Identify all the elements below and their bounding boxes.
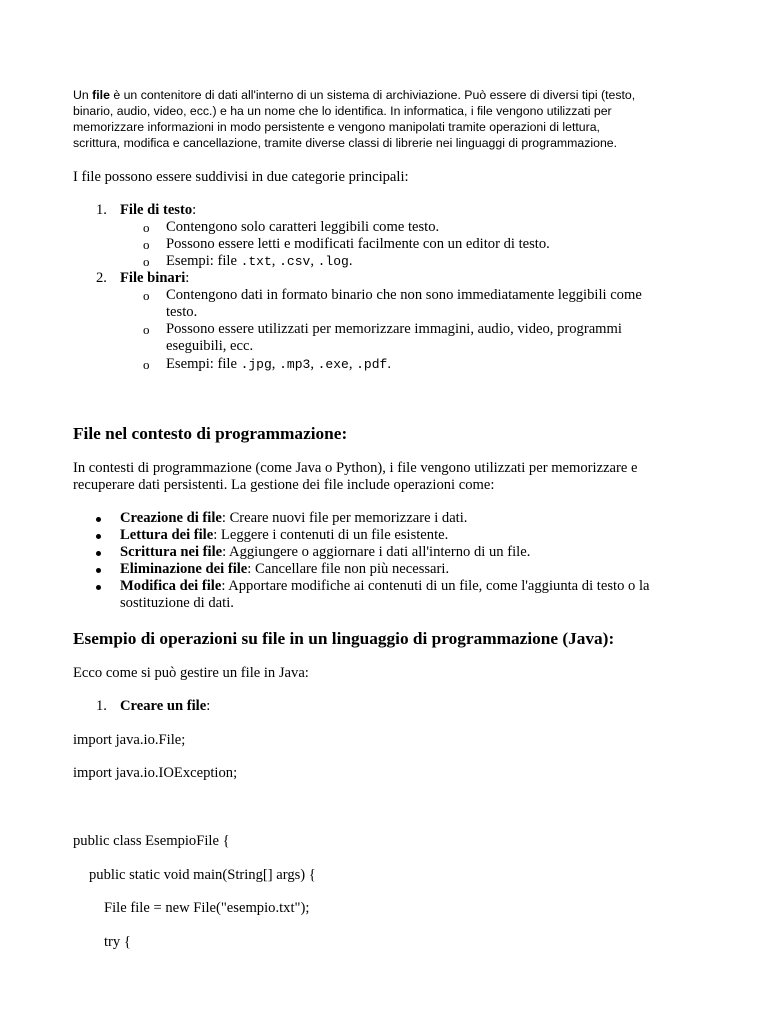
code-line: public static void main(String[] args) { xyxy=(89,867,316,883)
prog-para-line-1: In contesti di programmazione (come Java o Python), i file vengono utilizzati per memorizzare e xyxy=(73,460,638,476)
category-title-text-files: File di testo: xyxy=(120,202,197,218)
intro-line-3: memorizzare informazioni in modo persistente e vengono manipolati tramite operazioni di lettura, xyxy=(73,120,600,134)
list-item: Possono essere utilizzati per memorizzare immagini, audio, video, programmi xyxy=(166,321,622,337)
list-marker: 1. xyxy=(96,202,107,218)
code-line: try { xyxy=(104,934,131,950)
extension-code: .jpg xyxy=(240,357,272,372)
code-line: public class EsempioFile { xyxy=(73,833,230,849)
prog-para-line-2: recuperare dati persistenti. La gestione dei file include operazioni come: xyxy=(73,477,495,493)
categories-intro: I file possono essere suddivisi in due categorie principali: xyxy=(73,169,409,185)
extension-code: .mp3 xyxy=(279,357,311,372)
code-line: import java.io.IOException; xyxy=(73,765,238,781)
list-item: Contengono solo caratteri leggibili come testo. xyxy=(166,219,440,235)
sub-bullet: o xyxy=(143,322,150,337)
bullet xyxy=(96,517,101,522)
op-item-modify: Modifica dei file: Apportare modifiche ai contenuti di un file, come l'aggiunta di testo o la xyxy=(120,578,650,594)
list-item-examples-binary: Esempi: file .jpg, .mp3, .exe, .pdf. xyxy=(166,356,391,372)
intro-line-1: Un file è un contenitore di dati all'interno di un sistema di archiviazione. Può essere di diversi tipi (testo, xyxy=(73,88,636,102)
op-item-read: Lettura dei file: Leggere i contenuti di un file esistente. xyxy=(120,527,449,543)
extension-code: .txt xyxy=(240,254,272,269)
op-item-create: Creazione di file: Creare nuovi file per memorizzare i dati. xyxy=(120,510,468,526)
extension-code: .exe xyxy=(317,357,349,372)
sub-bullet: o xyxy=(143,237,150,252)
intro-file-bold: file xyxy=(92,88,110,102)
bullet xyxy=(96,585,101,590)
code-line: import java.io.File; xyxy=(73,732,186,748)
java-intro: Ecco come si può gestire un file in Java: xyxy=(73,665,309,681)
extension-code: .csv xyxy=(279,254,311,269)
bullet xyxy=(96,568,101,573)
op-item-write: Scrittura nei file: Aggiungere o aggiornare i dati all'interno di un file. xyxy=(120,544,531,560)
sub-bullet: o xyxy=(143,288,150,303)
bullet xyxy=(96,551,101,556)
code-line: File file = new File("esempio.txt"); xyxy=(104,900,310,916)
step-create-file: Creare un file: xyxy=(120,698,211,714)
list-item-cont: testo. xyxy=(166,304,198,320)
list-marker: 2. xyxy=(96,270,107,286)
op-item-modify-cont: sostituzione di dati. xyxy=(120,595,234,611)
intro-line-4: scrittura, modifica e cancellazione, tramite diverse classi di librerie nei linguaggi di programmazione. xyxy=(73,136,618,150)
intro-line-2: binario, audio, video, ecc.) e ha un nome che lo identifica. In informatica, i file vengono utilizzati per xyxy=(73,104,612,118)
sub-bullet: o xyxy=(143,254,150,269)
list-item-examples-text: Esempi: file .txt, .csv, .log. xyxy=(166,253,353,269)
extension-code: .pdf xyxy=(356,357,388,372)
list-item: Contengono dati in formato binario che non sono immediatamente leggibili come xyxy=(166,287,642,303)
op-item-delete: Eliminazione dei file: Cancellare file non più necessari. xyxy=(120,561,450,577)
list-item-cont: eseguibili, ecc. xyxy=(166,338,254,354)
list-marker: 1. xyxy=(96,698,107,714)
heading-programming-context: File nel contesto di programmazione: xyxy=(73,424,348,443)
heading-java-example: Esempio di operazioni su file in un linguaggio di programmazione (Java): xyxy=(73,629,615,648)
list-item: Possono essere letti e modificati facilmente con un editor di testo. xyxy=(166,236,550,252)
bullet xyxy=(96,534,101,539)
category-title-binary-files: File binari: xyxy=(120,270,190,286)
extension-code: .log xyxy=(317,254,349,269)
sub-bullet: o xyxy=(143,357,150,372)
sub-bullet: o xyxy=(143,220,150,235)
